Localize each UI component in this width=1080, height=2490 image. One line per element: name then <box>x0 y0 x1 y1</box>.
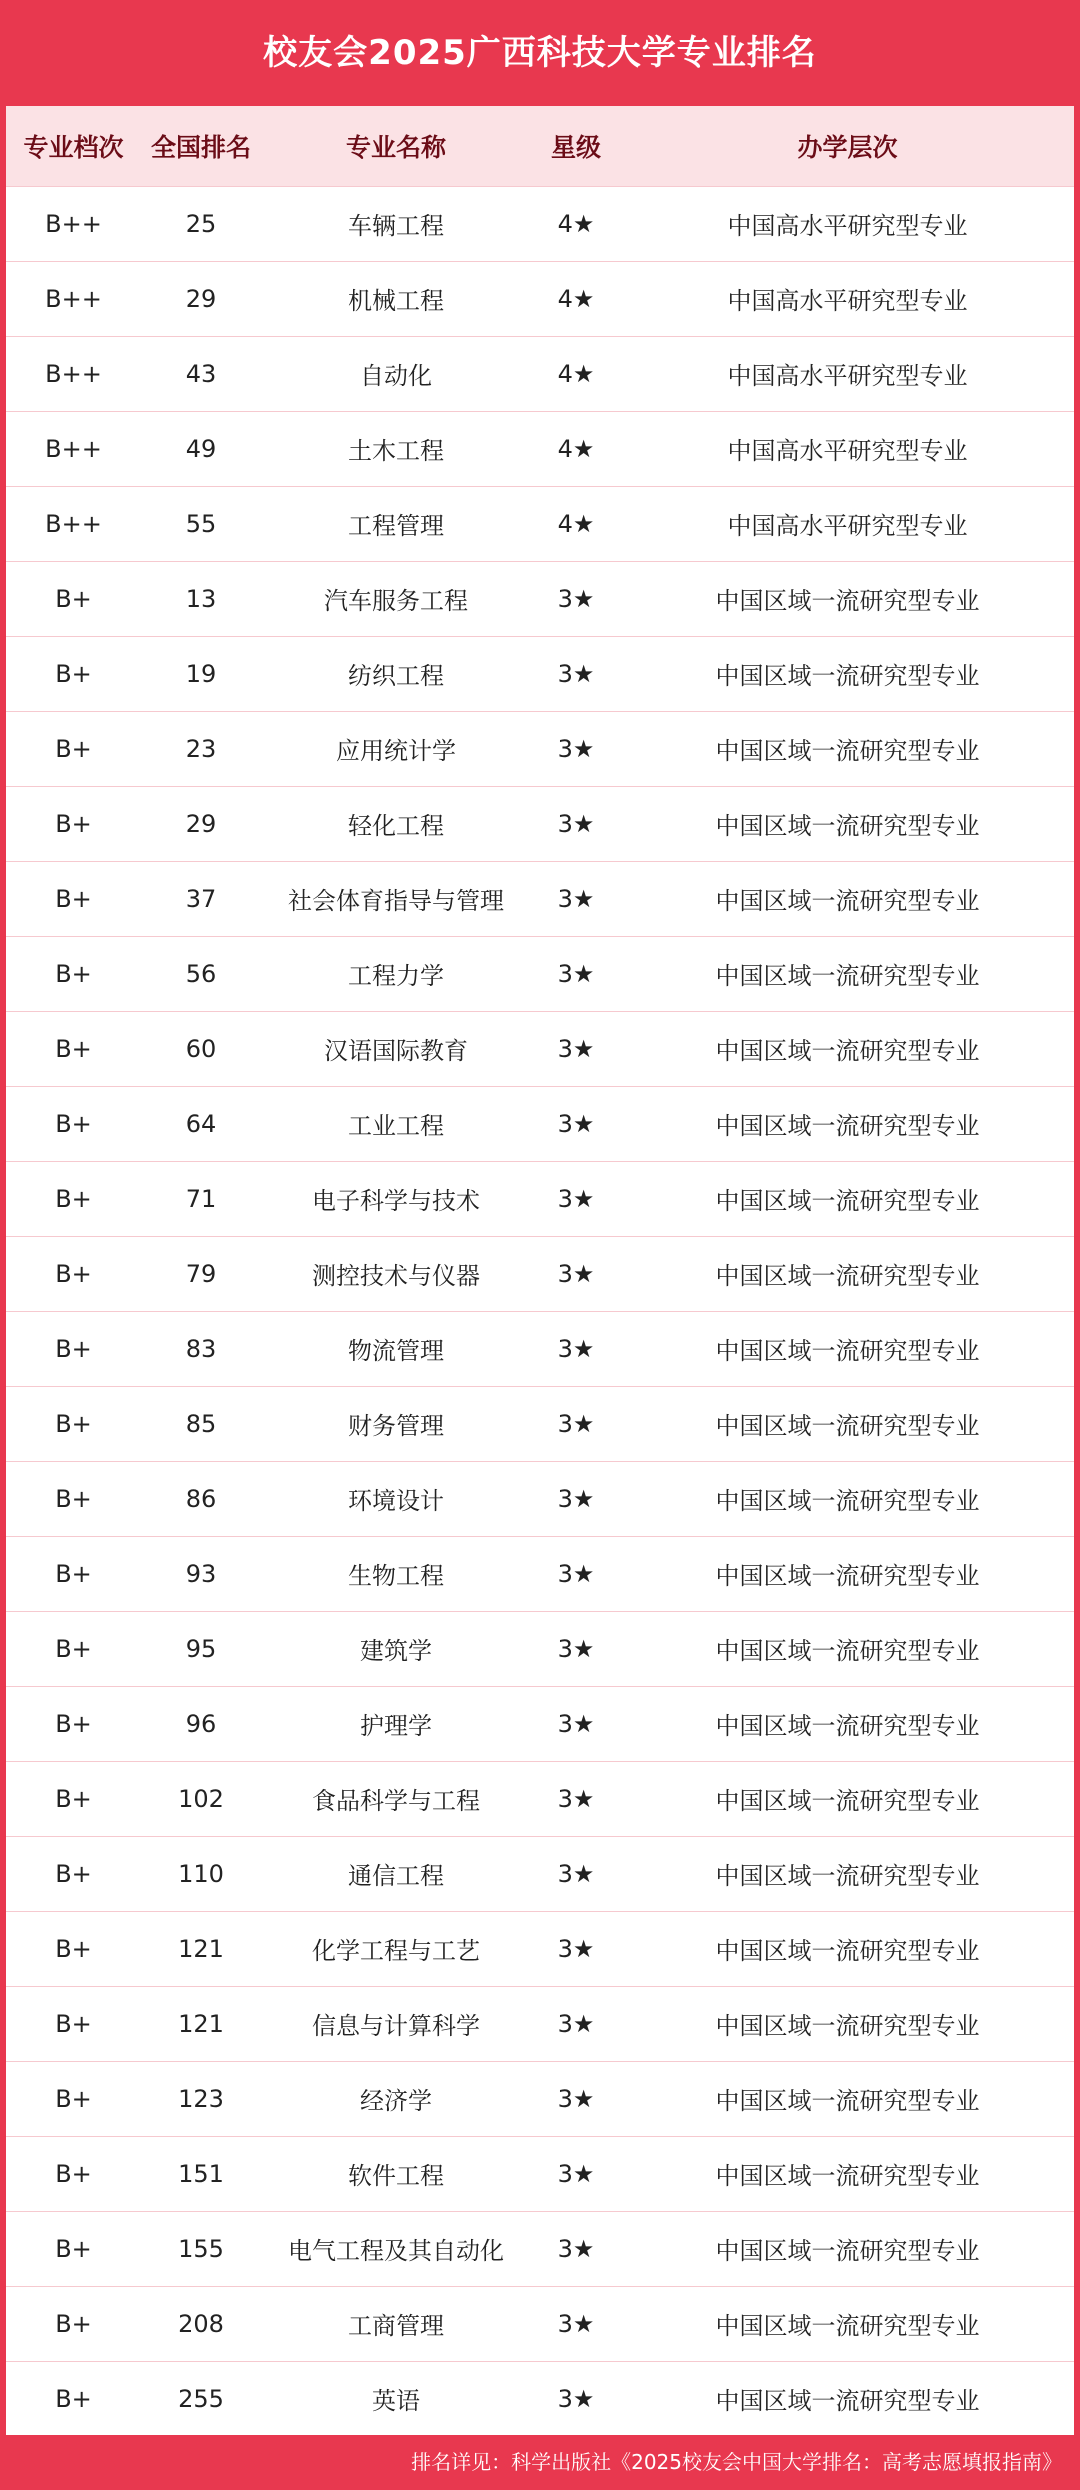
page-title: 校友会2025广西科技大学专业排名 <box>263 33 817 73</box>
table-row <box>6 1686 1074 1761</box>
cell-national-rank: 19 <box>185 659 217 688</box>
table-row <box>6 2211 1074 2286</box>
table-row <box>6 1086 1074 1161</box>
cell-major-name: 社会体育指导与管理 <box>288 887 504 915</box>
cell-major-name: 财务管理 <box>348 1412 444 1440</box>
cell-major-tier: B+ <box>55 1259 92 1288</box>
source-footnote: 排名详见：科学出版社《2025校友会中国大学排名：高考志愿填报指南》 <box>411 2450 1062 2474</box>
cell-program-level: 中国区域一流研究型专业 <box>715 1787 980 1815</box>
cell-program-level: 中国区域一流研究型专业 <box>715 1337 980 1365</box>
cell-major-name: 软件工程 <box>348 2162 444 2190</box>
cell-star-level: 4★ <box>557 209 595 238</box>
cell-national-rank: 37 <box>185 884 217 913</box>
table-row <box>6 1386 1074 1461</box>
cell-star-level: 3★ <box>557 1709 595 1738</box>
cell-major-tier: B+ <box>55 809 92 838</box>
cell-star-level: 3★ <box>557 2234 595 2263</box>
cell-major-tier: B+ <box>55 1034 92 1063</box>
cell-major-name: 食品科学与工程 <box>312 1787 480 1815</box>
cell-national-rank: 23 <box>185 734 217 763</box>
table-row <box>6 186 1074 261</box>
cell-program-level: 中国区域一流研究型专业 <box>715 2012 980 2040</box>
table-row <box>6 1761 1074 1836</box>
cell-major-name: 电气工程及其自动化 <box>288 2237 504 2265</box>
cell-program-level: 中国区域一流研究型专业 <box>715 2312 980 2340</box>
cell-major-name: 环境设计 <box>348 1487 444 1515</box>
header-star-level: 星级 <box>550 132 601 162</box>
cell-national-rank: 95 <box>185 1634 217 1663</box>
cell-major-tier: B+ <box>55 2234 92 2263</box>
table-row <box>6 261 1074 336</box>
table-row <box>6 786 1074 861</box>
table-header-row <box>6 106 1074 186</box>
cell-major-name: 机械工程 <box>348 287 444 315</box>
cell-major-tier: B+ <box>55 884 92 913</box>
cell-star-level: 3★ <box>557 1034 595 1063</box>
table-row <box>6 1611 1074 1686</box>
table-row <box>6 1911 1074 1986</box>
cell-major-name: 土木工程 <box>348 437 444 465</box>
cell-major-tier: B+ <box>55 959 92 988</box>
cell-program-level: 中国区域一流研究型专业 <box>715 2237 980 2265</box>
cell-major-tier: B+ <box>55 2309 92 2338</box>
cell-major-tier: B+ <box>55 1784 92 1813</box>
table-row <box>6 1836 1074 1911</box>
table-row <box>6 1161 1074 1236</box>
cell-program-level: 中国区域一流研究型专业 <box>715 1262 980 1290</box>
cell-major-tier: B+ <box>55 1859 92 1888</box>
cell-program-level: 中国区域一流研究型专业 <box>715 2387 980 2416</box>
table-row <box>6 711 1074 786</box>
cell-national-rank: 49 <box>185 434 217 463</box>
cell-major-tier: B+ <box>55 734 92 763</box>
table-row <box>6 336 1074 411</box>
cell-major-name: 汉语国际教育 <box>324 1037 468 1065</box>
cell-national-rank: 96 <box>185 1709 217 1738</box>
cell-program-level: 中国区域一流研究型专业 <box>715 1637 980 1665</box>
cell-star-level: 3★ <box>557 659 595 688</box>
cell-program-level: 中国区域一流研究型专业 <box>715 587 980 615</box>
cell-program-level: 中国区域一流研究型专业 <box>715 1562 980 1590</box>
cell-program-level: 中国高水平研究型专业 <box>727 362 968 390</box>
cell-program-level: 中国高水平研究型专业 <box>727 287 968 315</box>
cell-major-name: 轻化工程 <box>348 812 444 840</box>
cell-major-name: 建筑学 <box>360 1637 432 1665</box>
table-body <box>6 186 1074 2435</box>
cell-star-level: 3★ <box>557 1184 595 1213</box>
table-row <box>6 636 1074 711</box>
cell-program-level: 中国高水平研究型专业 <box>727 512 968 540</box>
cell-national-rank: 255 <box>178 2384 224 2413</box>
cell-major-tier: B+ <box>55 2384 92 2413</box>
cell-major-name: 工程力学 <box>348 962 444 990</box>
cell-major-name: 经济学 <box>360 2087 432 2115</box>
cell-star-level: 3★ <box>557 1934 595 1963</box>
cell-star-level: 3★ <box>557 1559 595 1588</box>
cell-national-rank: 83 <box>185 1334 217 1363</box>
cell-program-level: 中国区域一流研究型专业 <box>715 1712 980 1740</box>
cell-star-level: 3★ <box>557 959 595 988</box>
table-row <box>6 1986 1074 2061</box>
table-row <box>6 561 1074 636</box>
cell-national-rank: 85 <box>185 1409 217 1438</box>
cell-major-tier: B+ <box>55 1559 92 1588</box>
cell-program-level: 中国区域一流研究型专业 <box>715 1187 980 1215</box>
cell-star-level: 3★ <box>557 1109 595 1138</box>
cell-major-tier: B+ <box>55 1184 92 1213</box>
cell-star-level: 3★ <box>557 584 595 613</box>
cell-national-rank: 123 <box>178 2084 224 2113</box>
cell-major-tier: B+ <box>55 1484 92 1513</box>
table-row <box>6 1461 1074 1536</box>
header-major-tier: 专业档次 <box>23 132 124 162</box>
header-national-rank: 全国排名 <box>150 132 251 162</box>
ranking-table <box>6 106 1074 2435</box>
table-row <box>6 1311 1074 1386</box>
cell-national-rank: 29 <box>185 284 217 313</box>
cell-program-level: 中国高水平研究型专业 <box>727 212 968 240</box>
cell-star-level: 3★ <box>557 2159 595 2188</box>
cell-major-tier: B++ <box>45 434 102 463</box>
cell-program-level: 中国区域一流研究型专业 <box>715 1112 980 1140</box>
cell-national-rank: 151 <box>178 2159 224 2188</box>
cell-program-level: 中国区域一流研究型专业 <box>715 1412 980 1440</box>
cell-program-level: 中国区域一流研究型专业 <box>715 2087 980 2115</box>
table-row <box>6 486 1074 561</box>
cell-national-rank: 25 <box>185 209 217 238</box>
cell-star-level: 3★ <box>557 2084 595 2113</box>
cell-star-level: 4★ <box>557 434 595 463</box>
cell-national-rank: 93 <box>185 1559 217 1588</box>
cell-star-level: 3★ <box>557 884 595 913</box>
cell-major-name: 应用统计学 <box>336 737 456 765</box>
cell-national-rank: 43 <box>185 359 217 388</box>
cell-star-level: 3★ <box>557 1784 595 1813</box>
header-major-name: 专业名称 <box>345 132 446 162</box>
cell-star-level: 4★ <box>557 359 595 388</box>
header-program-level: 办学层次 <box>797 132 898 162</box>
cell-major-tier: B++ <box>45 284 102 313</box>
cell-national-rank: 102 <box>178 1784 224 1813</box>
cell-national-rank: 13 <box>185 584 217 613</box>
cell-major-name: 工业工程 <box>348 1112 444 1140</box>
cell-national-rank: 56 <box>185 959 217 988</box>
cell-national-rank: 79 <box>185 1259 217 1288</box>
cell-national-rank: 110 <box>178 1859 224 1888</box>
cell-national-rank: 60 <box>185 1034 217 1063</box>
table-row <box>6 2136 1074 2211</box>
table-row <box>6 1011 1074 1086</box>
cell-star-level: 3★ <box>557 1259 595 1288</box>
cell-major-name: 纺织工程 <box>348 662 444 690</box>
cell-program-level: 中国高水平研究型专业 <box>727 437 968 465</box>
cell-major-name: 护理学 <box>360 1712 432 1740</box>
cell-major-name: 英语 <box>372 2387 420 2416</box>
table-row <box>6 1536 1074 1611</box>
cell-major-name: 工商管理 <box>348 2312 444 2340</box>
table-row <box>6 1236 1074 1311</box>
cell-major-tier: B+ <box>55 584 92 613</box>
cell-major-tier: B+ <box>55 2009 92 2038</box>
cell-major-tier: B++ <box>45 359 102 388</box>
cell-program-level: 中国区域一流研究型专业 <box>715 962 980 990</box>
cell-major-name: 车辆工程 <box>348 212 444 240</box>
cell-major-name: 汽车服务工程 <box>324 587 468 615</box>
cell-star-level: 3★ <box>557 1634 595 1663</box>
cell-star-level: 3★ <box>557 1409 595 1438</box>
cell-program-level: 中国区域一流研究型专业 <box>715 1487 980 1515</box>
cell-star-level: 3★ <box>557 1859 595 1888</box>
cell-major-name: 信息与计算科学 <box>312 2012 480 2040</box>
cell-major-tier: B++ <box>45 509 102 538</box>
table-row <box>6 2061 1074 2136</box>
cell-national-rank: 71 <box>185 1184 217 1213</box>
cell-major-name: 工程管理 <box>348 512 444 540</box>
cell-national-rank: 121 <box>178 2009 224 2038</box>
cell-program-level: 中国区域一流研究型专业 <box>715 1037 980 1065</box>
table-row <box>6 861 1074 936</box>
cell-major-tier: B+ <box>55 1709 92 1738</box>
cell-major-tier: B++ <box>45 209 102 238</box>
cell-star-level: 3★ <box>557 2009 595 2038</box>
cell-national-rank: 55 <box>185 509 217 538</box>
cell-star-level: 3★ <box>557 734 595 763</box>
cell-major-name: 生物工程 <box>348 1562 444 1590</box>
cell-major-tier: B+ <box>55 2159 92 2188</box>
cell-major-name: 物流管理 <box>348 1337 444 1365</box>
cell-major-name: 测控技术与仪器 <box>312 1262 480 1290</box>
cell-star-level: 3★ <box>557 809 595 838</box>
cell-national-rank: 64 <box>185 1109 217 1138</box>
table-row <box>6 2361 1074 2435</box>
cell-star-level: 4★ <box>557 509 595 538</box>
cell-national-rank: 208 <box>178 2309 224 2338</box>
cell-major-tier: B+ <box>55 1634 92 1663</box>
cell-program-level: 中国区域一流研究型专业 <box>715 887 980 915</box>
cell-national-rank: 155 <box>178 2234 224 2263</box>
cell-program-level: 中国区域一流研究型专业 <box>715 662 980 690</box>
cell-star-level: 3★ <box>557 2384 595 2413</box>
cell-major-name: 通信工程 <box>348 1862 444 1890</box>
cell-program-level: 中国区域一流研究型专业 <box>715 1862 980 1890</box>
cell-star-level: 3★ <box>557 1484 595 1513</box>
cell-star-level: 4★ <box>557 284 595 313</box>
cell-national-rank: 86 <box>185 1484 217 1513</box>
cell-national-rank: 29 <box>185 809 217 838</box>
cell-major-tier: B+ <box>55 1934 92 1963</box>
cell-program-level: 中国区域一流研究型专业 <box>715 1937 980 1965</box>
cell-program-level: 中国区域一流研究型专业 <box>715 737 980 765</box>
cell-program-level: 中国区域一流研究型专业 <box>715 812 980 840</box>
cell-major-tier: B+ <box>55 659 92 688</box>
cell-major-tier: B+ <box>55 2084 92 2113</box>
table-row <box>6 2286 1074 2361</box>
cell-major-name: 自动化 <box>360 362 432 390</box>
cell-program-level: 中国区域一流研究型专业 <box>715 2162 980 2190</box>
cell-star-level: 3★ <box>557 1334 595 1363</box>
cell-major-tier: B+ <box>55 1334 92 1363</box>
cell-star-level: 3★ <box>557 2309 595 2338</box>
cell-major-tier: B+ <box>55 1409 92 1438</box>
table-row <box>6 411 1074 486</box>
cell-major-name: 化学工程与工艺 <box>312 1937 480 1965</box>
cell-national-rank: 121 <box>178 1934 224 1963</box>
ranking-table-container <box>6 106 1074 2435</box>
cell-major-name: 电子科学与技术 <box>312 1187 480 1215</box>
table-row <box>6 936 1074 1011</box>
cell-major-tier: B+ <box>55 1109 92 1138</box>
